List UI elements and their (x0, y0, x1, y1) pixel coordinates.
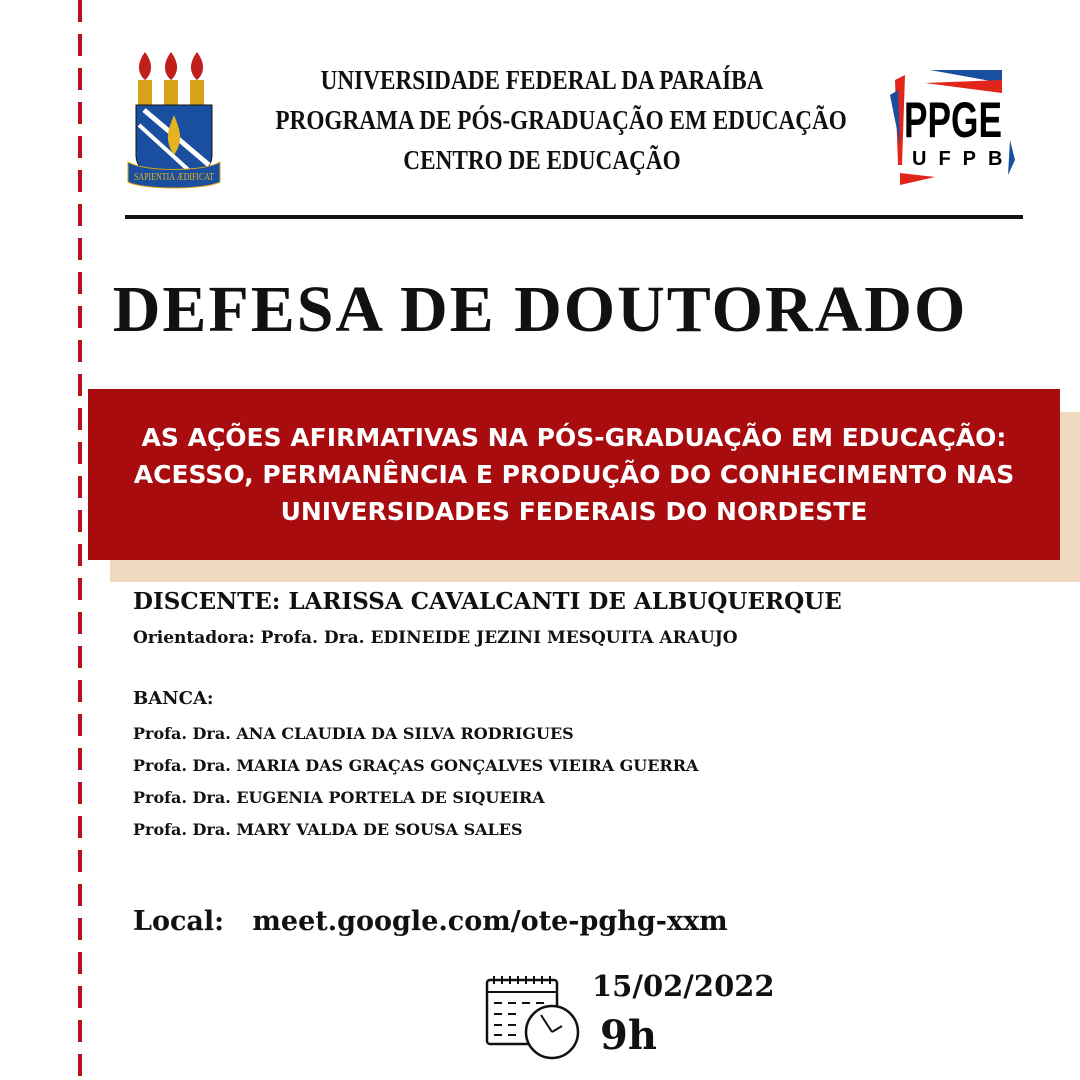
event-date: 15/02/2022 (592, 969, 775, 1003)
meeting-link[interactable]: meet.google.com/ote-pghg-xxm (252, 906, 728, 937)
thesis-title-box (88, 389, 1060, 560)
thesis-title-line2: ACESSO, PERMANÊNCIA E PRODUÇÃO DO CONHECIMENTO NAS (133, 460, 1015, 489)
ppge-ufpb-logo (890, 65, 1015, 185)
university-name: UNIVERSIDADE FEDERAL DA PARAÍBA (320, 65, 764, 95)
thesis-title-line3: UNIVERSIDADES FEDERAIS DO NORDESTE (280, 497, 868, 526)
committee-member: Profa. Dra. ANA CLAUDIA DA SILVA RODRIGUES (133, 724, 574, 743)
dashed-border-line (78, 0, 82, 1080)
svg-text:PPGE: PPGE (904, 92, 1002, 148)
committee-label: BANCA: (133, 688, 214, 709)
center-name: CENTRO DE EDUCAÇÃO (403, 145, 681, 175)
calendar-clock-icon (484, 972, 582, 1062)
advisor-name: Orientadora: Profa. Dra. EDINEIDE JEZINI MESQUITA ARAUJO (133, 628, 738, 648)
page-title: DEFESA DE DOUTORADO (112, 273, 968, 346)
committee-member: Profa. Dra. MARIA DAS GRAÇAS GONÇALVES VIEIRA GUERRA (133, 756, 699, 775)
committee-member: Profa. Dra. EUGENIA PORTELA DE SIQUEIRA (133, 788, 545, 807)
committee-member: Profa. Dra. MARY VALDA DE SOUSA SALES (133, 820, 523, 839)
location-label: Local: (133, 906, 225, 937)
svg-text:UFPB: UFPB (912, 148, 1015, 170)
student-name: DISCENTE: LARISSA CAVALCANTI DE ALBUQUERQUE (133, 588, 842, 615)
location (133, 906, 728, 937)
event-time: 9h (600, 1012, 657, 1059)
ufpb-crest-logo (124, 50, 224, 195)
thesis-title-line1: AS AÇÕES AFIRMATIVAS NA PÓS-GRADUAÇÃO EM EDUCAÇÃO: (141, 423, 1007, 452)
header-divider (125, 215, 1023, 219)
crest-motto: SAPIENTIA ÆDIFICAT (134, 172, 214, 183)
program-name: PROGRAMA DE PÓS-GRADUAÇÃO EM EDUCAÇÃO (275, 105, 847, 135)
